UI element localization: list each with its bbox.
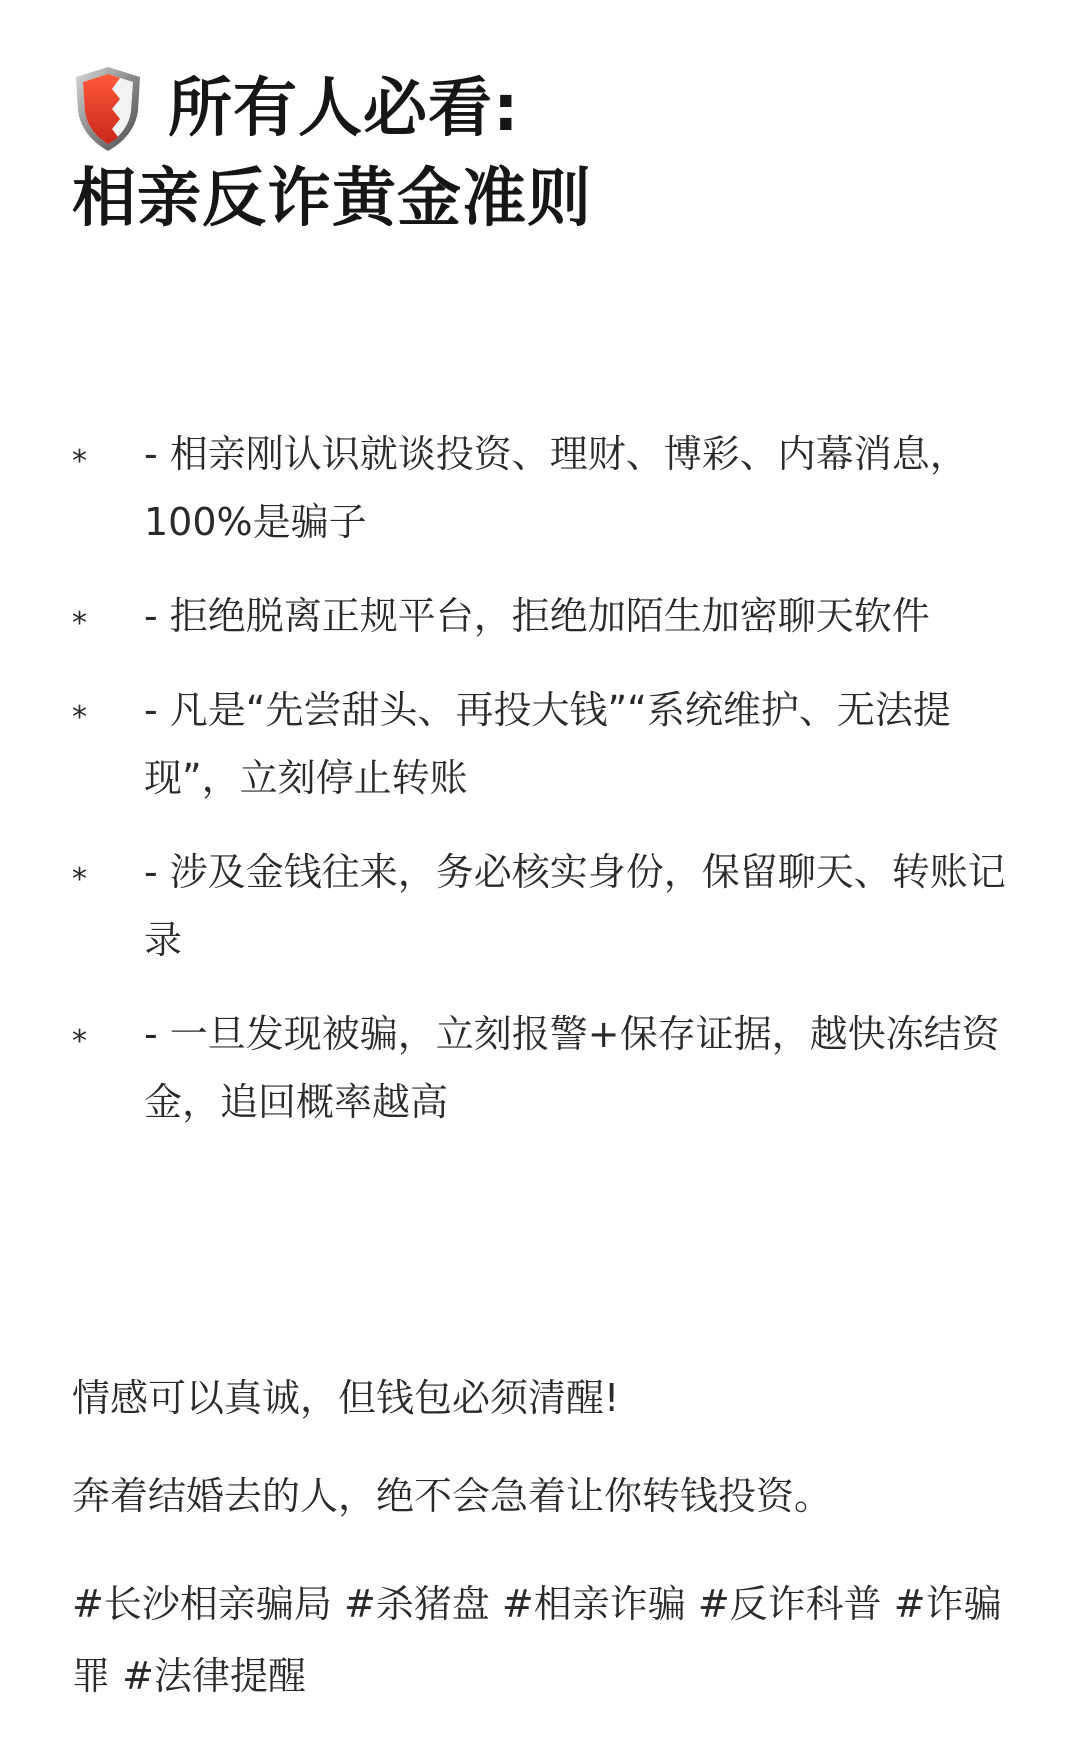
rule-text: - 涉及金钱往来，务必核实身份，保留聊天、转账记录 bbox=[144, 850, 1006, 962]
bullet-marker: * bbox=[72, 606, 87, 641]
title-line-2: 相亲反诈黄金准则 bbox=[72, 162, 592, 236]
list-item bbox=[72, 420, 1012, 556]
rules-list bbox=[72, 420, 1012, 1162]
closing-line-1: 情感可以真诚，但钱包必须清醒! bbox=[72, 1376, 620, 1420]
hashtag-link[interactable]: #诈骗罪 bbox=[72, 1582, 1002, 1698]
list-item bbox=[72, 676, 1012, 812]
page-title bbox=[72, 64, 972, 244]
hashtag-link[interactable]: #法律提醒 bbox=[122, 1654, 306, 1698]
closing-line-2: 奔着结婚去的人，绝不会急着让你转钱投资。 bbox=[72, 1474, 833, 1518]
hashtag-link[interactable]: #反诈科普 bbox=[697, 1582, 882, 1626]
hashtag-link[interactable]: #相亲诈骗 bbox=[501, 1582, 686, 1626]
rule-text: - 相亲刚认识就谈投资、理财、博彩、内幕消息，100%是骗子 bbox=[144, 432, 968, 544]
list-item bbox=[72, 582, 1012, 650]
hashtag-list bbox=[72, 1568, 1012, 1712]
rule-text: - 凡是“先尝甜头、再投大钱”“系统维护、无法提现”，立刻停止转账 bbox=[144, 688, 951, 800]
title-line-1 bbox=[72, 64, 972, 154]
list-item bbox=[72, 1000, 1012, 1136]
title-text-line-1: 所有人必看: bbox=[168, 72, 520, 146]
bullet-marker: * bbox=[72, 700, 87, 735]
bullet-marker: * bbox=[72, 1024, 87, 1059]
bullet-marker: * bbox=[72, 862, 87, 897]
hashtag-link[interactable]: #长沙相亲骗局 bbox=[72, 1582, 332, 1626]
hashtag-link[interactable]: #杀猪盘 bbox=[343, 1582, 490, 1626]
rule-text: - 拒绝脱离正规平台，拒绝加陌生加密聊天软件 bbox=[144, 594, 930, 638]
list-item bbox=[72, 838, 1012, 974]
shield-icon bbox=[72, 65, 144, 153]
rule-text: - 一旦发现被骗，立刻报警+保存证据，越快冻结资金，追回概率越高 bbox=[144, 1012, 1000, 1124]
bullet-marker: * bbox=[72, 444, 87, 479]
